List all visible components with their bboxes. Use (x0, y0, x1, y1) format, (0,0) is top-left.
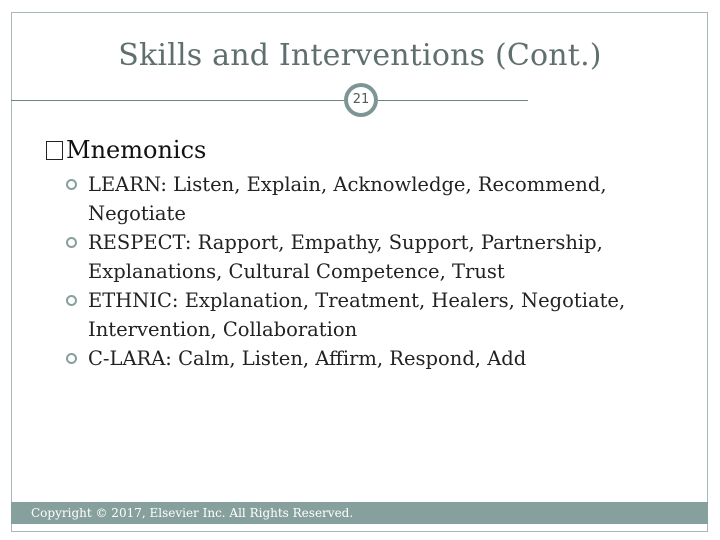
circle-bullet-icon (66, 179, 77, 190)
footer-bar (11, 502, 708, 524)
circle-bullet-icon (66, 295, 77, 306)
mnemonics-list (70, 170, 670, 373)
list-item-text: C-LARA: Calm, Listen, Affirm, Respond, Add (88, 347, 527, 370)
list-item-text: RESPECT: Rapport, Empathy, Support, Partnership, Explanations, Cultural Competence, Trust (88, 231, 603, 283)
section-heading-text: Mnemonics (66, 136, 207, 164)
title-divider-right (378, 100, 528, 101)
page-number: 21 (348, 87, 374, 113)
list-item-text: ETHNIC: Explanation, Treatment, Healers, Negotiate, Intervention, Collaboration (88, 289, 626, 341)
list-item (70, 228, 670, 286)
slide-title: Skills and Interventions (Cont.) (118, 38, 602, 73)
circle-bullet-icon (66, 237, 77, 248)
list-item (70, 286, 670, 344)
square-bullet-icon (46, 141, 63, 160)
list-item (70, 344, 670, 373)
page-number-badge (344, 83, 378, 117)
section-heading (46, 136, 206, 164)
circle-bullet-icon (66, 353, 77, 364)
list-item (70, 170, 670, 228)
copyright-text: Copyright © 2017, Elsevier Inc. All Rights Reserved. (31, 506, 354, 520)
list-item-text: LEARN: Listen, Explain, Acknowledge, Recommend, Negotiate (88, 173, 607, 225)
title-divider-left (11, 100, 344, 101)
